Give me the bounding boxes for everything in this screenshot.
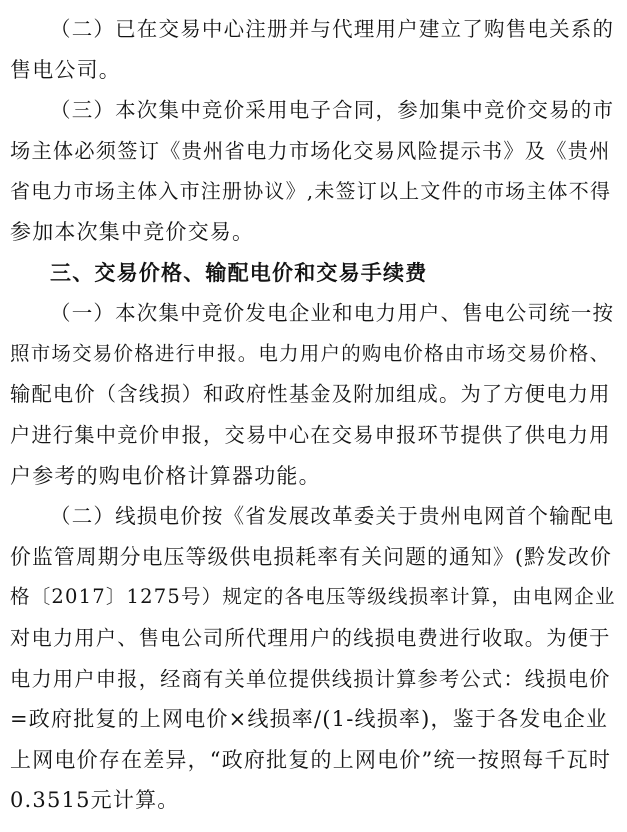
paragraph-5-line-5: 电力用户申报，经商有关单位提供线损计算参考公式：线损电价 bbox=[10, 667, 611, 691]
paragraph-3-line-4: 参加本次集中竞价交易。 bbox=[10, 220, 255, 244]
paragraph-5-line-6: =政府批复的上网电价×线损率/(1-线损率)，鉴于各发电企业 bbox=[10, 707, 609, 731]
paragraph-3-line-3: 省电力市场主体入市注册协议》,未签订以上文件的市场主体不得 bbox=[10, 179, 612, 203]
paragraph-2-line-2: 售电公司。 bbox=[10, 58, 121, 82]
paragraph-5-line-1: （二）线损电价按《省发展改革委关于贵州电网首个输配电 bbox=[50, 504, 615, 528]
paragraph-5-line-4: 对电力用户、售电公司所代理用户的线损电费进行收取。为便于 bbox=[10, 626, 611, 650]
paragraph-3-line-2: 场主体必须签订《贵州省电力市场化交易风险提示书》及《贵州 bbox=[10, 139, 611, 163]
paragraph-4-line-4: 户进行集中竞价申报，交易中心在交易申报环节提供了供电力用 bbox=[10, 423, 611, 447]
paragraph-4-line-3: 输配电价（含线损）和政府性基金及附加组成。为了方便电力用 bbox=[10, 382, 611, 406]
paragraph-5-line-7: 上网电价存在差异，“政府批复的上网电价”统一按照每千瓦时 bbox=[10, 748, 612, 772]
paragraph-5-line-8: 0.3515元计算。 bbox=[10, 788, 180, 812]
paragraph-4-line-2: 照市场交易价格进行申报。电力用户的购电价格由市场交易价格、 bbox=[10, 342, 611, 365]
paragraph-4-line-5: 户参考的购电价格计算器功能。 bbox=[10, 464, 321, 488]
paragraph-3-line-1: （三）本次集中竞价采用电子合同，参加集中竞价交易的市 bbox=[50, 98, 615, 122]
paragraph-5-line-2: 价监管周期分电压等级供电损耗率有关问题的通知》(黔发改价 bbox=[10, 545, 612, 569]
paragraph-5-line-3: 格〔2017〕1275号）规定的各电压等级线损率计算，由电网企业 bbox=[10, 585, 616, 608]
section-heading: 三、交易价格、输配电价和交易手续费 bbox=[50, 260, 428, 285]
paragraph-4-line-1: （一）本次集中竞价发电企业和电力用户、售电公司统一按 bbox=[50, 301, 615, 325]
paragraph-2-line-1: （二）已在交易中心注册并与代理用户建立了购售电关系的 bbox=[50, 17, 615, 41]
